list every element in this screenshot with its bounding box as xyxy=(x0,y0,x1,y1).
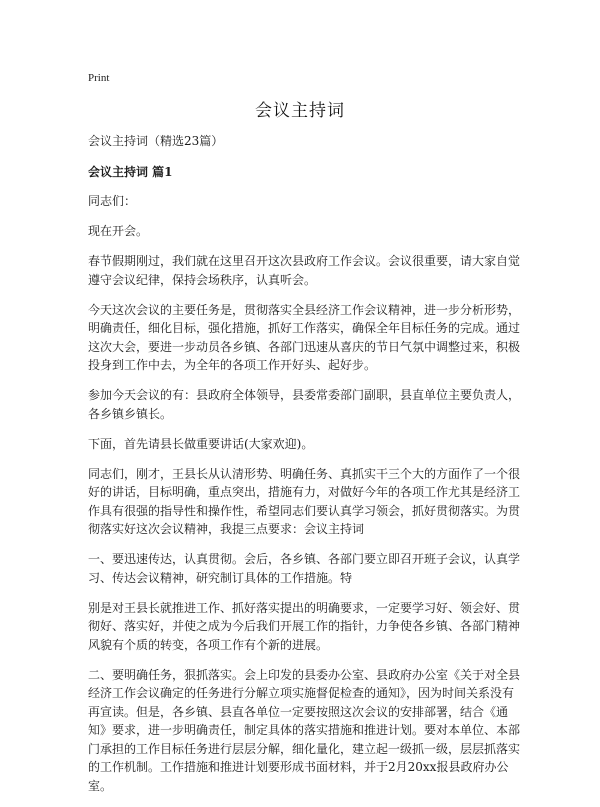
paragraph: 同志们： xyxy=(88,194,137,208)
paragraph: 参加今天会议的有：县政府全体领导，县委常委部门副职，县直单位主要负责人，各乡镇乡镇长。 xyxy=(88,388,521,421)
page-title: 会议主持词 xyxy=(255,101,345,121)
document-subtitle: 会议主持词（精选23篇） xyxy=(88,134,224,148)
paragraph: 别是对王县长就推进工作、抓好落实提出的明确要求，一定要学习好、领会好、贯彻好、落实好，并使之成为今后我们开展工作的指针，力争使各乡镇、各部门精神风貌有个质的转变，各项工作有个新的进展。 xyxy=(88,600,521,652)
document-body xyxy=(88,132,524,807)
paragraph: 现在开会。 xyxy=(88,224,149,238)
paragraph: 下面，首先请县长做重要讲话(大家欢迎)。 xyxy=(88,436,314,451)
paragraph: 二、要明确任务，狠抓落实。会上印发的县委办公室、县政府办公室《关于对全县经济工作会议确定的任务进行分解立项实施督促检查的通知》，因为时间关系没有再宣读。但是，各乡镇、县直各单位一定要按照这次会议的安排部署，结合《通知》要求，进一步明确责任，制定具体的落实措施和推进计划。要对本单位、本部门承担的工作目标任务进行层层分解，细化量化，建立起一级抓一级，层层抓落实的工作机制。工作措施和推进计划要形成书面材料，并于2月20xx报县政府办公室。 xyxy=(88,667,521,793)
paragraph: 春节假期刚过，我们就在这里召开这次县政府工作会议。会议很重要，请大家自觉遵守会议纪律，保持会场秩序，认真听会。 xyxy=(88,254,521,287)
paragraph: 一、要迅速传达，认真贯彻。会后，各乡镇、各部门要立即召开班子会议，认真学习、传达会议精神，研究制订具体的工作措施。特 xyxy=(88,552,521,585)
paragraph: 同志们，刚才，王县长从认清形势、明确任务、真抓实干三个大的方面作了一个很好的讲话，目标明确，重点突出，措施有力，对做好今年的各项工作尤其是经济工作具有很强的指导性和操作性，希望同志们要认真学习领会，抓好贯彻落实。为贯彻落实好这次会议精神，我提三点要求：会议主持词 xyxy=(88,466,521,536)
print-link[interactable]: Print xyxy=(88,72,110,84)
section-heading: 会议主持词 篇1 xyxy=(88,164,173,179)
paragraph: 今天这次会议的主要任务是，贯彻落实全县经济工作会议精神，进一步分析形势，明确责任，细化目标，强化措施，抓好工作落实，确保全年目标任务的完成。通过这次大会，要进一步动员各乡镇、各部门迅速从喜庆的节日气氛中调整过来，积极投身到工作中去，为全年的各项工作开好头、起好步。 xyxy=(88,302,521,372)
